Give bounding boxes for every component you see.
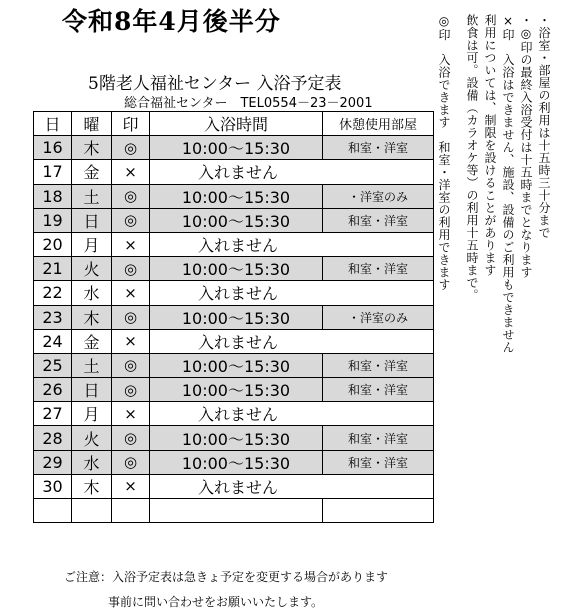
header-weekday: 曜 — [72, 112, 112, 136]
vertical-note: 利用については、制限を設けることがあります — [483, 14, 497, 277]
time-cell: 10:00～15:30 — [150, 136, 323, 160]
weekday-cell: 土 — [72, 184, 112, 208]
weekday-cell — [72, 499, 112, 523]
table-row — [34, 378, 434, 402]
table-header-row — [34, 112, 434, 136]
table-row — [34, 232, 434, 256]
time-cell: 10:00～15:30 — [150, 208, 323, 232]
table-row — [34, 450, 434, 474]
vertical-note: ◎印 入浴できます 和室・洋室の利用できます — [437, 14, 451, 291]
room-cell — [323, 499, 434, 523]
table-row — [34, 353, 434, 377]
page-title: 令和8年4月後半分 — [62, 7, 281, 36]
day-cell: 21 — [34, 257, 72, 281]
day-cell: 17 — [34, 160, 72, 184]
day-cell: 25 — [34, 353, 72, 377]
time-cell: 10:00～15:30 — [150, 450, 323, 474]
room-cell: 和室・洋室 — [323, 378, 434, 402]
day-cell — [34, 499, 72, 523]
header-time: 入浴時間 — [150, 112, 323, 136]
table-row — [34, 257, 434, 281]
table-row — [34, 184, 434, 208]
mark-cell: ◎ — [112, 378, 150, 402]
day-cell: 23 — [34, 305, 72, 329]
time-cell: 10:00～15:30 — [150, 353, 323, 377]
day-cell: 22 — [34, 281, 72, 305]
mark-cell: × — [112, 232, 150, 256]
weekday-cell: 金 — [72, 329, 112, 353]
bath-schedule-table — [33, 111, 434, 523]
day-cell: 30 — [34, 474, 72, 498]
mark-cell: ◎ — [112, 353, 150, 377]
contact-info: 総合福祉センター TEL0554－23－2001 — [124, 96, 373, 111]
weekday-cell: 水 — [72, 450, 112, 474]
room-cell: 和室・洋室 — [323, 426, 434, 450]
mark-cell: ◎ — [112, 305, 150, 329]
table-row — [34, 281, 434, 305]
mark-cell: × — [112, 160, 150, 184]
table-row — [34, 499, 434, 523]
room-cell: 和室・洋室 — [323, 257, 434, 281]
closed-cell: 入れません — [150, 232, 434, 256]
mark-cell: ◎ — [112, 426, 150, 450]
schedule-subtitle: 5階老人福祉センター 入浴予定表 — [88, 74, 342, 94]
closed-cell: 入れません — [150, 402, 434, 426]
header-mark: 印 — [112, 112, 150, 136]
room-cell: ・洋室のみ — [323, 305, 434, 329]
weekday-cell: 月 — [72, 402, 112, 426]
vertical-note: 飲食は可。設備（カラオケ等）の利用十五時まで。 — [465, 14, 479, 302]
day-cell: 26 — [34, 378, 72, 402]
vertical-note: ・浴室・部屋の利用は十五時三十分まで — [537, 14, 551, 239]
room-cell: 和室・洋室 — [323, 353, 434, 377]
table-row — [34, 136, 434, 160]
footer-note-2: 事前に問い合わせをお願いいたします。 — [108, 595, 324, 609]
weekday-cell: 日 — [72, 378, 112, 402]
weekday-cell: 金 — [72, 160, 112, 184]
weekday-cell: 木 — [72, 136, 112, 160]
mark-cell: × — [112, 281, 150, 305]
day-cell: 29 — [34, 450, 72, 474]
room-cell: 和室・洋室 — [323, 136, 434, 160]
mark-cell: ◎ — [112, 136, 150, 160]
mark-cell: × — [112, 329, 150, 353]
room-cell: 和室・洋室 — [323, 208, 434, 232]
time-cell — [150, 499, 323, 523]
room-cell: 和室・洋室 — [323, 450, 434, 474]
header-room: 休憩使用部屋 — [323, 112, 434, 136]
schedule-body — [34, 136, 434, 523]
footer-note-1: ご注意：入浴予定表は急きょ予定を変更する場合があります — [64, 570, 389, 584]
weekday-cell: 木 — [72, 305, 112, 329]
table-row — [34, 208, 434, 232]
day-cell: 18 — [34, 184, 72, 208]
time-cell: 10:00～15:30 — [150, 305, 323, 329]
closed-cell: 入れません — [150, 160, 434, 184]
table-row — [34, 305, 434, 329]
weekday-cell: 火 — [72, 257, 112, 281]
day-cell: 24 — [34, 329, 72, 353]
mark-cell: × — [112, 474, 150, 498]
weekday-cell: 月 — [72, 232, 112, 256]
mark-cell — [112, 499, 150, 523]
table-row — [34, 426, 434, 450]
closed-cell: 入れません — [150, 281, 434, 305]
table-row — [34, 329, 434, 353]
table-row — [34, 402, 434, 426]
mark-cell: ◎ — [112, 184, 150, 208]
weekday-cell: 火 — [72, 426, 112, 450]
mark-cell: ◎ — [112, 208, 150, 232]
weekday-cell: 水 — [72, 281, 112, 305]
vertical-note: ×印 入浴はできません、施設、設備のご利用もできません — [501, 14, 515, 354]
mark-cell: ◎ — [112, 257, 150, 281]
time-cell: 10:00～15:30 — [150, 426, 323, 450]
weekday-cell: 木 — [72, 474, 112, 498]
weekday-cell: 土 — [72, 353, 112, 377]
day-cell: 19 — [34, 208, 72, 232]
table-row — [34, 474, 434, 498]
room-cell: ・洋室のみ — [323, 184, 434, 208]
day-cell: 16 — [34, 136, 72, 160]
closed-cell: 入れません — [150, 474, 434, 498]
vertical-note: ・◎印の最終入浴受付は十五時までとなります — [519, 14, 533, 279]
day-cell: 20 — [34, 232, 72, 256]
day-cell: 28 — [34, 426, 72, 450]
table-row — [34, 160, 434, 184]
time-cell: 10:00～15:30 — [150, 378, 323, 402]
mark-cell: ◎ — [112, 450, 150, 474]
mark-cell: × — [112, 402, 150, 426]
header-day: 日 — [34, 112, 72, 136]
closed-cell: 入れません — [150, 329, 434, 353]
time-cell: 10:00～15:30 — [150, 184, 323, 208]
day-cell: 27 — [34, 402, 72, 426]
weekday-cell: 日 — [72, 208, 112, 232]
time-cell: 10:00～15:30 — [150, 257, 323, 281]
